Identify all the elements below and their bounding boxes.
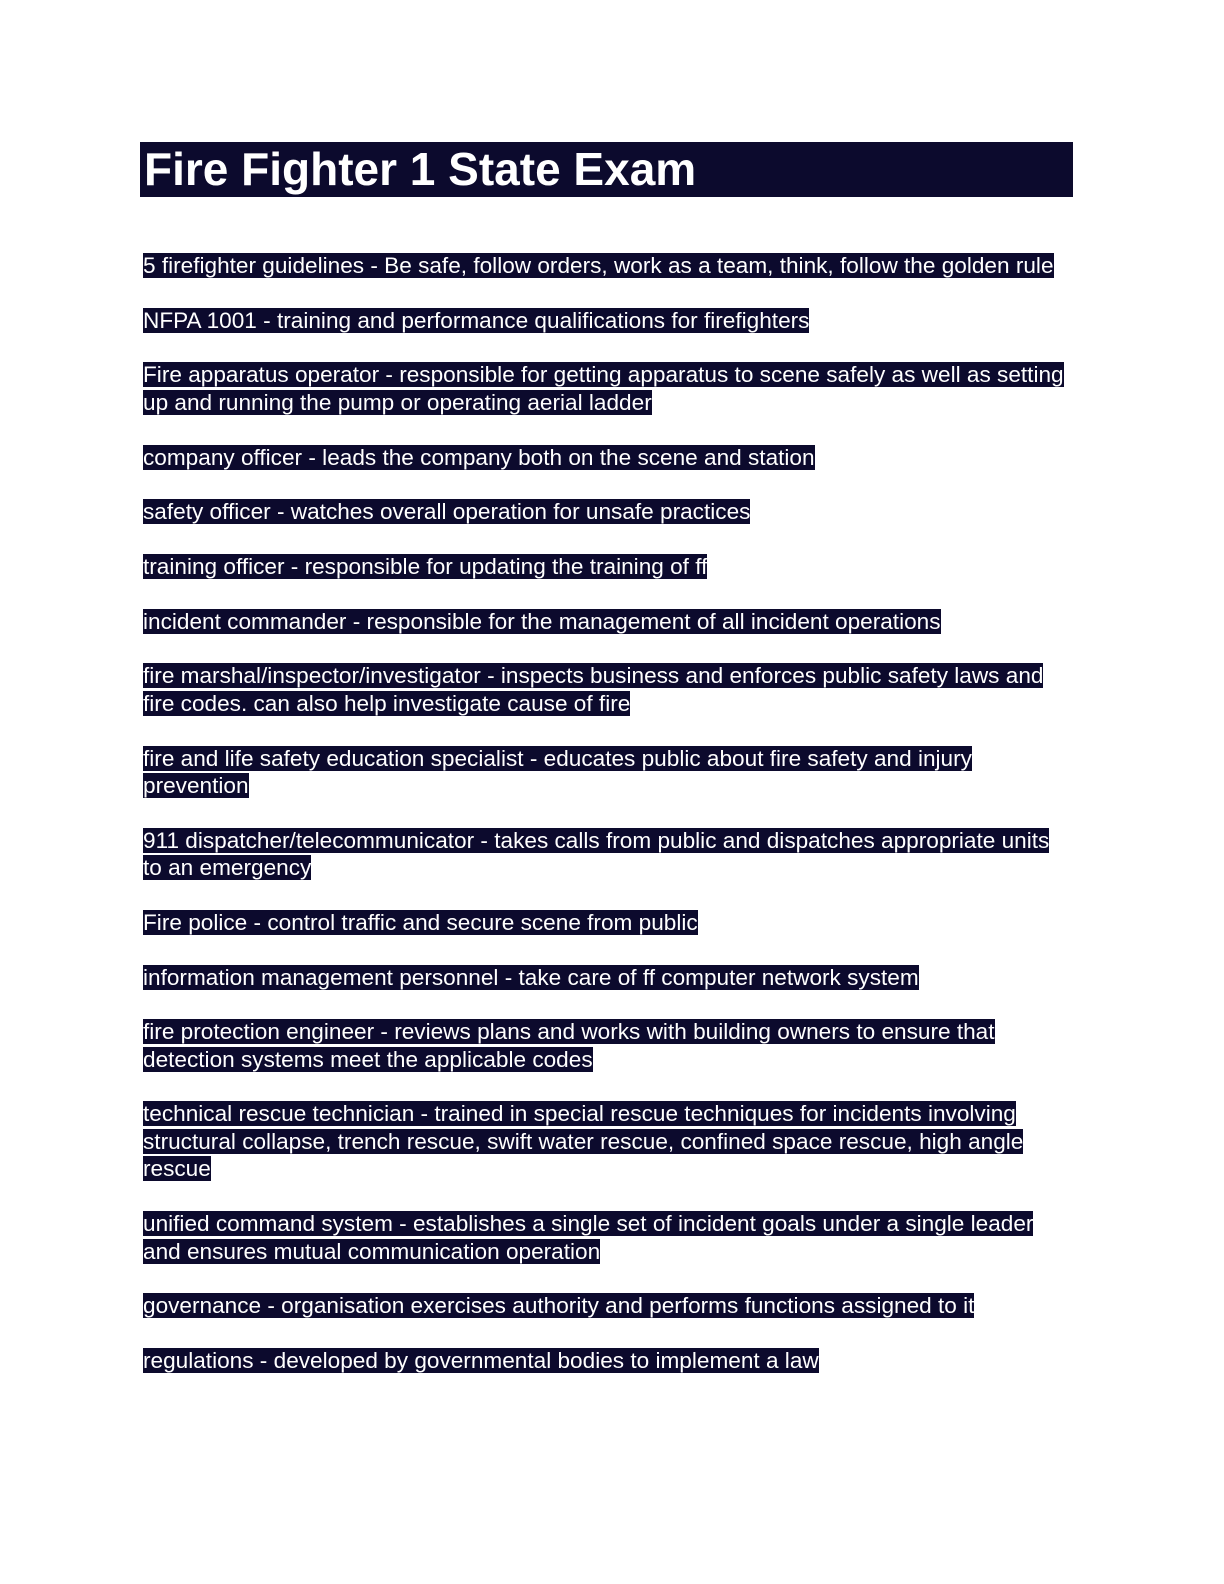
flashcard-entry (143, 909, 1073, 937)
entry-separator: - (270, 499, 291, 525)
entry-definition: Be safe, follow orders, work as a team, think, follow the golden rule (384, 253, 1054, 278)
entry-definition: establishes a single set of incident goals under a single leader and ensures mutual communication operation (143, 1211, 1034, 1264)
entry-separator: - (414, 1101, 435, 1127)
entry-definition: take care of ff computer network system (518, 964, 919, 990)
entry-term: Fire police (143, 909, 248, 935)
entry-term: 911 dispatcher/telecommunicator (143, 827, 475, 853)
entry-definition: responsible for the management of all incident operations (366, 608, 941, 634)
entry-definition: developed by governmental bodies to implement a law (273, 1348, 819, 1373)
entry-term: technical rescue technician (143, 1101, 415, 1127)
entry-definition: inspects business and enforces public safety laws and fire codes. can also help investigate cause of fire (143, 663, 1044, 716)
entry-separator: - (247, 909, 268, 935)
entry-definition: reviews plans and works with building owners to ensure that detection systems meet the applicable codes (143, 1019, 995, 1072)
entry-separator: - (346, 608, 367, 634)
entry-separator: - (379, 362, 400, 388)
entry-separator: - (284, 553, 305, 579)
entry-definition: training and performance qualifications for firefighters (276, 307, 810, 333)
flashcard-list (143, 252, 1073, 1375)
entry-term: training officer (143, 553, 285, 579)
entry-definition: educates public about fire safety and injury prevention (143, 745, 972, 798)
entry-separator: - (480, 663, 501, 689)
entry-definition: control traffic and secure scene from public (267, 909, 698, 935)
flashcard-entry (143, 1100, 1073, 1183)
entry-definition: trained in special rescue techniques for incidents involving structural collapse, trench rescue, swift water rescue, confined space rescue, high angle rescue (143, 1101, 1024, 1182)
entry-definition: watches overall operation for unsafe practices (290, 499, 751, 525)
flashcard-entry (143, 252, 1073, 280)
flashcard-entry (143, 307, 1073, 335)
flashcard-entry (143, 827, 1073, 882)
entry-separator: - (523, 745, 544, 771)
entry-term: company officer (143, 444, 303, 470)
entry-term: fire marshal/inspector/investigator (143, 663, 481, 689)
flashcard-entry (143, 361, 1073, 416)
entry-separator: - (256, 307, 277, 333)
entry-term: governance (143, 1293, 262, 1319)
entry-separator: - (261, 1293, 282, 1319)
entry-term: safety officer (143, 499, 271, 525)
flashcard-entry (143, 1018, 1073, 1073)
entry-separator: - (302, 444, 323, 470)
flashcard-entry (143, 498, 1073, 526)
flashcard-entry (143, 1347, 1073, 1375)
entry-term: incident commander (143, 608, 347, 634)
flashcard-entry (143, 745, 1073, 800)
flashcard-entry (143, 444, 1073, 472)
entry-term: regulations (143, 1348, 254, 1373)
entry-term: fire protection engineer (143, 1019, 375, 1045)
flashcard-entry (143, 662, 1073, 717)
entry-separator: - (474, 827, 495, 853)
entry-definition: organisation exercises authority and performs functions assigned to it (281, 1293, 975, 1319)
entry-term: 5 firefighter guidelines (143, 253, 365, 278)
entry-separator: - (374, 1019, 395, 1045)
entry-definition: responsible for getting apparatus to scene safely as well as setting up and running the pump or operating aerial ladder (143, 362, 1064, 415)
entry-term: unified command system (143, 1211, 393, 1237)
flashcard-entry (143, 553, 1073, 581)
document-title: Fire Fighter 1 State Exam (144, 143, 697, 195)
entry-separator: - (253, 1348, 274, 1373)
flashcard-entry (143, 608, 1073, 636)
flashcard-entry (143, 1210, 1073, 1265)
flashcard-entry (143, 964, 1073, 992)
entry-definition: leads the company both on the scene and station (322, 444, 815, 470)
entry-separator: - (392, 1211, 413, 1237)
entry-separator: - (364, 253, 385, 278)
entry-term: Fire apparatus operator (143, 362, 380, 388)
entry-term: NFPA 1001 (143, 307, 257, 333)
entry-separator: - (498, 964, 519, 990)
flashcard-entry (143, 1292, 1073, 1320)
document-title-bar (140, 142, 1073, 197)
entry-term: information management personnel (143, 964, 499, 990)
entry-definition: takes calls from public and dispatches appropriate units to an emergency (143, 827, 1050, 881)
entry-term: fire and life safety education specialist (143, 745, 524, 771)
entry-definition: responsible for updating the training of ff (304, 553, 708, 579)
